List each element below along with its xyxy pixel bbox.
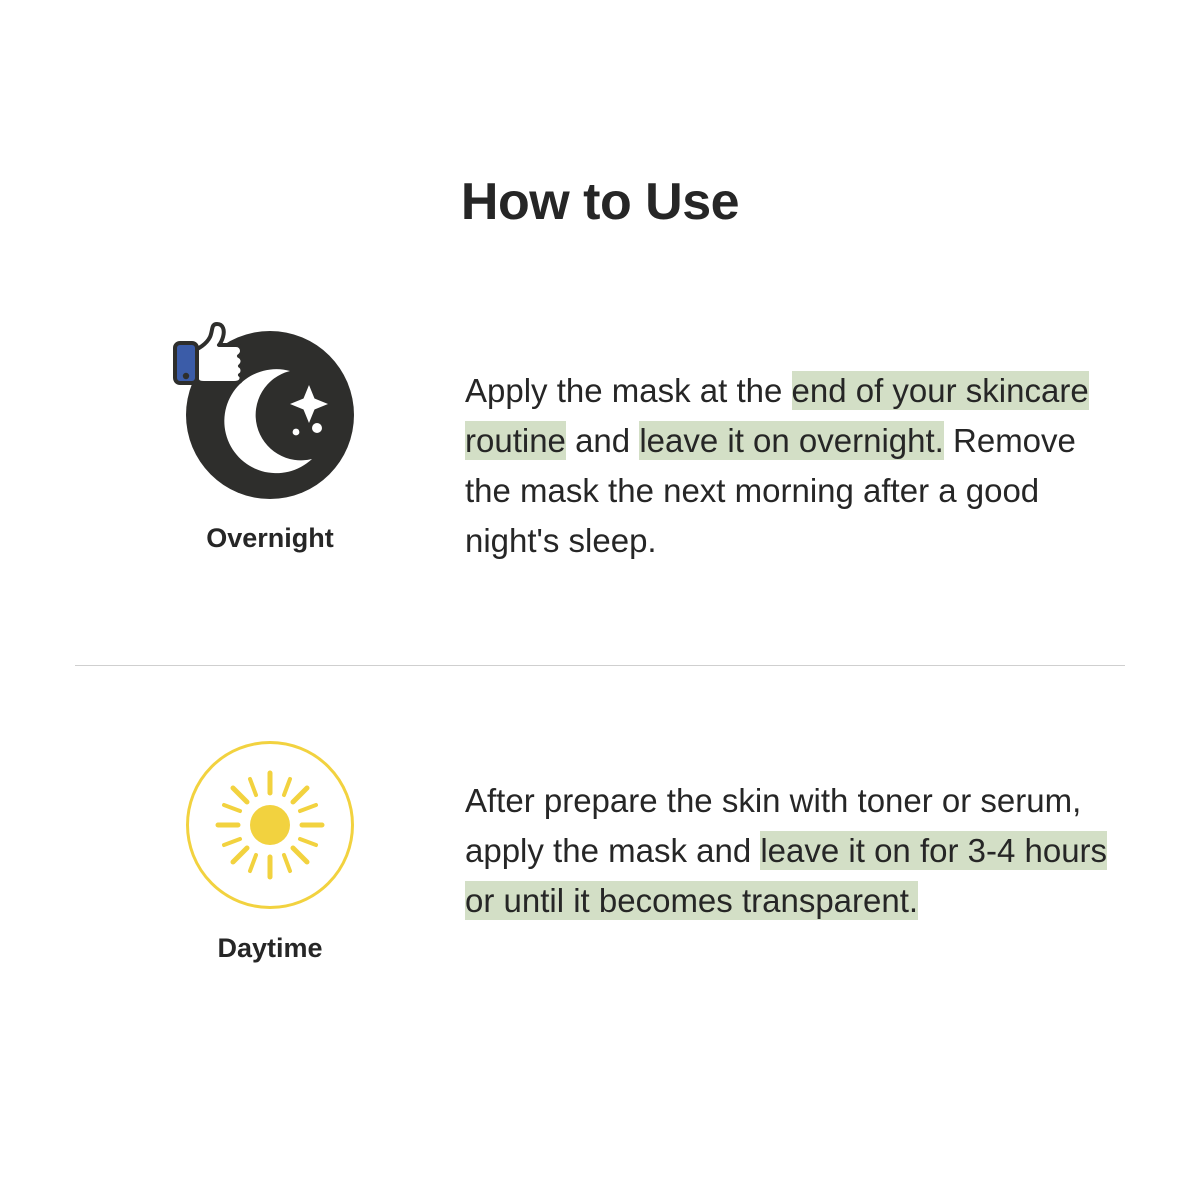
daytime-text-column [465, 735, 1125, 959]
daytime-icon-wrap [180, 735, 360, 915]
text-part-plain: Remove the mask the next morning after a good night's sleep. [465, 422, 1076, 560]
daytime-icon-column [75, 735, 465, 964]
overnight-label: Overnight [206, 523, 334, 553]
text-part-highlight: leave it on overnight. [639, 422, 944, 460]
thumbs-up-icon [170, 319, 244, 393]
daytime-label: Daytime [217, 933, 323, 963]
daytime-body-text [465, 776, 1125, 926]
text-part-plain: and [565, 422, 640, 460]
text-part-plain: After prepare the skin with toner or serum, apply the mask and [465, 782, 1082, 870]
text-part-highlight: leave it on for 3-4 hours or until it becomes transparent. [465, 832, 1108, 920]
text-part-plain: Apply the mask at the [465, 372, 792, 409]
page-title: How to Use [460, 173, 740, 231]
overnight-text-column [465, 325, 1125, 600]
section-overnight [75, 325, 1125, 600]
overnight-icon-wrap [180, 325, 360, 505]
section-daytime [75, 735, 1125, 964]
text-part-highlight: end of your skincare routine [465, 372, 1089, 460]
overnight-body-text [465, 366, 1125, 567]
section-divider [75, 665, 1125, 666]
sun-icon [186, 741, 354, 909]
overnight-icon-column [75, 325, 465, 554]
